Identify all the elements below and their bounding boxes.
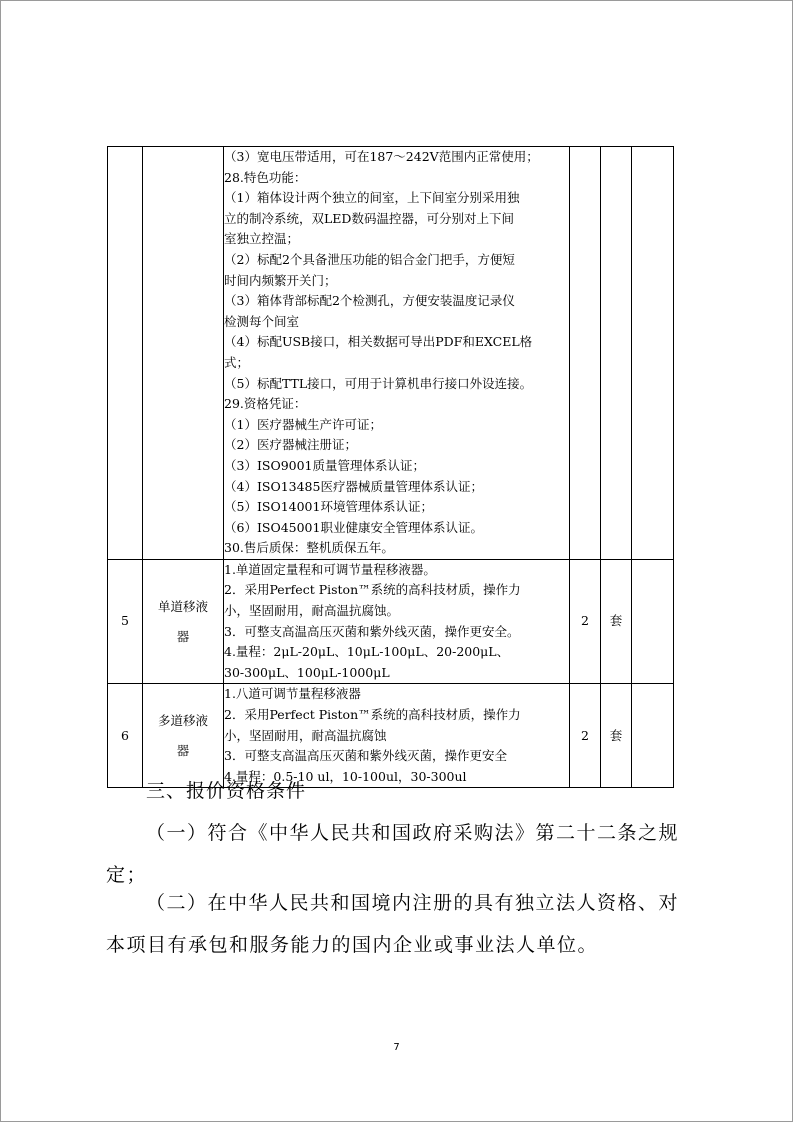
remarks-cell [632, 559, 674, 684]
remarks-cell [632, 684, 674, 788]
paragraph-1-line-2: 定； [106, 864, 148, 886]
table-row [108, 147, 674, 560]
spec-line: （3）箱体背部标配2个检测孔，方便安装温度记录仪 [224, 293, 515, 309]
spec-line: （4）ISO13485医疗器械质量管理体系认证； [224, 478, 483, 494]
paragraph-2-line-2: 本项目有承包和服务能力的国内企业或事业法人单位。 [106, 934, 599, 956]
paragraph-1-line-1: （一）符合《中华人民共和国政府采购法》第二十二条之规 [146, 822, 680, 844]
spec-line: 检测每个间室 [224, 313, 300, 329]
unit-cell [601, 147, 632, 560]
table-row [108, 559, 674, 684]
spec-line: 30.售后质保：整机质保五年。 [224, 540, 394, 556]
spec-line: 29.资格凭证： [224, 396, 307, 412]
spec-line: 1.单道固定量程和可调节量程移液器。 [224, 561, 436, 577]
table-row [108, 684, 674, 788]
spec-line: （1）箱体设计两个独立的间室，上下间室分别采用独 [224, 190, 520, 206]
spec-line: 1.八道可调节量程移液器 [224, 686, 361, 702]
spec-line: 立的制冷系统，双LED数码温控器，可分别对上下间 [224, 210, 514, 226]
spec-cell [224, 147, 570, 560]
spec-table-body [108, 147, 674, 788]
spec-line: 室独立控温； [224, 231, 300, 247]
unit-cell: 套 [601, 684, 632, 788]
paragraph-2 [106, 882, 706, 966]
spec-line: 小，坚固耐用，耐高温抗腐蚀。 [224, 603, 400, 619]
unit-cell: 套 [601, 559, 632, 684]
row-number-cell: 5 [108, 559, 143, 684]
spec-line: （1）医疗器械生产许可证； [224, 416, 382, 432]
spec-line: （5）ISO14001环境管理体系认证； [224, 499, 433, 515]
spec-line: 式； [224, 354, 250, 370]
row-number-cell [108, 147, 143, 560]
section-heading: 三、报价资格条件 [146, 780, 307, 802]
spec-line: 4.量程：2μL-20μL、10μL-100μL、20-200μL、 [224, 644, 510, 660]
spec-line: （5）标配TTL接口，可用于计算机串行接口外设连接。 [224, 375, 533, 391]
spec-line: （2）标配2个具备泄压功能的铝合金门把手，方便短 [224, 251, 515, 267]
spec-line: （4）标配USB接口，相关数据可导出PDF和EXCEL格 [224, 334, 533, 350]
item-name-cell [143, 147, 224, 560]
spec-cell [224, 684, 570, 788]
item-name-cell [143, 684, 224, 788]
spec-cell [224, 559, 570, 684]
spec-line: （3）ISO9001质量管理体系认证； [224, 457, 426, 473]
item-name: 单道移液器 [157, 598, 208, 644]
spec-line: 30-300μL、100μL-1000μL [224, 664, 390, 680]
item-name: 多道移液器 [157, 712, 208, 758]
quantity-cell: 2 [570, 684, 601, 788]
spec-line: 28.特色功能： [224, 169, 307, 185]
quantity-cell: 2 [570, 559, 601, 684]
remarks-cell [632, 147, 674, 560]
spec-line: （3）宽电压带适用，可在187～242V范围内正常使用； [224, 149, 539, 164]
spec-line: 4.量程：0.5-10 ul，10-100ul，30-300ul [224, 768, 467, 784]
spec-line: 3．可整支高温高压灭菌和紫外线灭菌，操作更安全。 [224, 623, 520, 639]
item-name-cell [143, 559, 224, 684]
spec-line: 时间内频繁开关门； [224, 272, 337, 288]
paragraph-2-line-1: （二）在中华人民共和国境内注册的具有独立法人资格、对 [146, 892, 680, 914]
row-number-cell: 6 [108, 684, 143, 788]
page-number: 7 [393, 1042, 400, 1053]
spec-line: 小，坚固耐用，耐高温抗腐蚀 [224, 727, 387, 743]
spec-line: 3．可整支高温高压灭菌和紫外线灭菌，操作更安全 [224, 748, 507, 764]
spec-line: （6）ISO45001职业健康安全管理体系认证。 [224, 519, 483, 535]
spec-line: 2．采用Perfect Piston™系统的高科技材质，操作力 [224, 582, 521, 598]
spec-line: 2．采用Perfect Piston™系统的高科技材质，操作力 [224, 707, 521, 723]
spec-table [107, 146, 674, 788]
spec-line: （2）医疗器械注册证； [224, 437, 357, 453]
quantity-cell [570, 147, 601, 560]
